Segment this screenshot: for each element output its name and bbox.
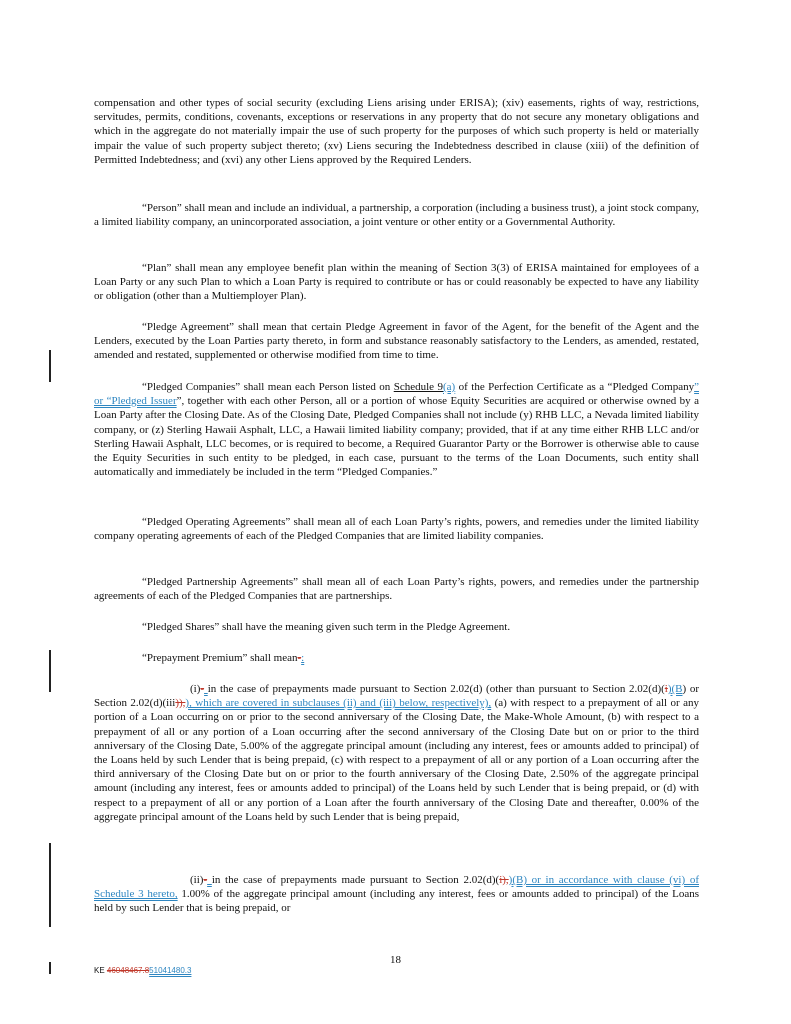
para-pledged-partnership-agreements [94,575,699,603]
text-run: “Plan” shall mean any employee benefit plan within the meaning of Section 3(3) of ERISA maintained for employees of a Loan Party or any such Plan to which a Loan Party is required to contribute or has or could reasonably be expected to have any liability or obligation (other than a Multiemployer Plan). [94,262,699,303]
para-person [94,201,699,229]
para-pledged-operating-agreements [94,515,699,543]
deleted-text: i [664,683,668,695]
para-pledged-companies [94,380,699,479]
para-clause-ii [94,873,699,916]
change-bar [49,650,51,692]
deleted-text: i), [499,874,509,886]
inserted-text: (a) [443,381,456,393]
page-number: 18 [390,954,401,966]
change-bar [49,843,51,927]
deleted-text: - [200,683,205,695]
text-run: ”, together with each other Person, all or a portion of whose Equity Securities are acquired or otherwise owned by a Loan Party after the Closing Date. As of the Closing Date, Pledged Companies shall not include (y) RHB LLC, a Nevada limited liability company, or (z) Sterling Hawaii Asphalt, LLC, a Hawaii limited liability company; provided, that if at any time either RHB LLC and/or Sterling Hawaii Asphalt, LLC becomes, or is required to become, a Required Guarantor Party or the Borrower is otherwise able to cause the Equity Securities in such entity to be pledged, in each case, pursuant to the terms of the Loan Documents, such entity shall automatically and immediately be included in the term “Pledged Companies.” [94,395,699,479]
text-run: “Person” shall mean and include an individual, a partnership, a corporation (including a business trust), a joint stock company, a limited liability company, an unincorporated association, a joint venture or other entity or a Governmental Authority. [94,202,699,229]
para-clause-i [94,682,699,824]
inserted-text: ), which are covered in subclauses (ii) and (iii) below, respectively), [185,697,492,710]
text-run: (i) [190,683,201,695]
inserted-text: )(B [667,683,683,695]
para-prepayment-premium [94,651,699,665]
text-run: “Pledged Partnership Agreements” shall mean all of each Loan Party’s rights, powers, and remedies under the partnership agreements of each of the Pledged Companies that are partnerships. [94,576,699,603]
text-run: ) or Section 2.02(d)(iii [94,683,699,710]
para-pledged-shares [94,620,699,634]
text-run: 1.00% of the aggregate principal amount (including any interest, fees or amounts added to principal) of the Loans held by such Lender that is being prepaid, or [94,888,699,915]
footer-inserted-id: 51041480.3 [149,966,192,975]
para-pledge-agreement [94,320,699,363]
text-run: “Pledge Agreement” shall mean that certain Pledge Agreement in favor of the Agent, for the benefit of the Agent and the Lenders, executed by the Loan Parties party thereto, in form and substance reasonably satisfactory to the Lenders, as amended, restated, amended and restated, supplemented or otherwise modified from time to time. [94,321,699,362]
para-plan [94,261,699,304]
deleted-text: )), [175,697,186,710]
text-run: in the case of prepayments made pursuant to Section 2.02(d)( [211,874,500,886]
change-bar [49,350,51,382]
footer-deleted-id: 46048467.8 [106,966,150,975]
para-liens-continued [94,96,699,167]
deleted-text: - [203,874,208,886]
text-run: compensation and other types of social security (excluding Liens arising under ERISA); (xiv) easements, rights of way, restrictions, servitudes, permits, conditions, covenants, exceptions or reservations in any property that do not secure any monetary obligations and which in the aggregate do not materially impair the use of such property for the purposes of which such property is held or materially impair the value of such property subject thereto; (xv) Liens securing the Indebtedness described in clause (xiii) of the definition of Permitted Indebtedness; and (xvi) any other Liens approved by the Required Lenders. [94,97,699,166]
inserted-text: )(B) or in accordance with clause (vi) of Schedule 3 hereto, [94,874,699,901]
inserted-text: : [301,652,305,664]
text-run: “Pledged Companies” shall mean each Person listed on [142,381,394,393]
underlined-text: Schedule 9 [393,381,443,393]
text-run: “Prepayment Premium” shall mean [142,652,298,664]
text-run: “Pledged Shares” shall have the meaning given such term in the Pledge Agreement. [142,621,511,633]
text-run: of the Perfection Certificate as a “Pledged Company [455,381,695,393]
text-run: (ii) [190,874,204,886]
inserted-text: ” or “Pledged Issuer [94,381,699,408]
text-run: (a) with respect to a prepayment of all or any portion of a Loan occurring on or prior to the second anniversary of the Closing Date, the Make-Whole Amount, (b) with respect to a prepayment of all or any portion of a Loan occurring after the second anniversary of the Closing Date but on or prior to the third anniversary of the Closing Date, 5.00% of the aggregate principal amount (including any interest, fees or amounts added to principal) of the Loans held by such Lender that is being prepaid, (c) with respect to a prepayment of all or any portion of a Loan occurring after the third anniversary of the Closing Date but on or prior to the fourth anniversary of the Closing Date, 2.50% of the aggregate principal amount (including any interest, fees or amounts added to principal) of the Loans held by such Lender that is being prepaid, or (d) with respect to a prepayment of all or any portion of a Loan after the fourth anniversary of the Closing Date and thereafter, 0.00% of the aggregate principal amount of the Loans held by such Lender that is being prepaid, [94,697,699,823]
document-footer [94,966,191,975]
footer-prefix: KE [94,966,107,975]
text-run: “Pledged Operating Agreements” shall mean all of each Loan Party’s rights, powers, and remedies under the limited liability company operating agreements of each of the Pledged Companies that are limited liability companies. [94,516,699,543]
deleted-text: - [297,652,302,664]
text-run: in the case of prepayments made pursuant to Section 2.02(d) (other than pursuant to Section 2.02(d)( [207,683,665,695]
